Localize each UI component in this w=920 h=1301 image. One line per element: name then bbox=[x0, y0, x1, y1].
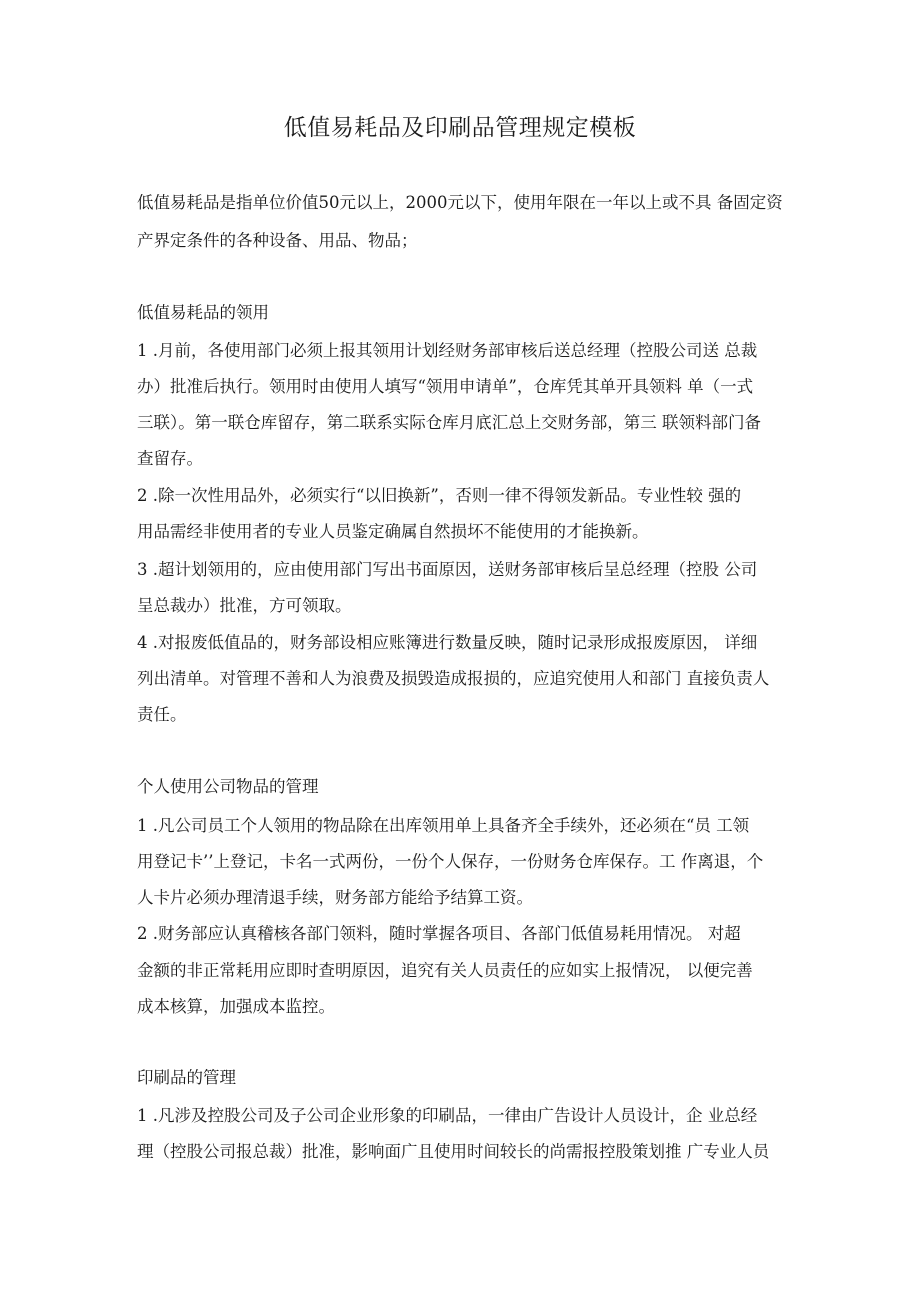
body-line: 三联）。第一联仓库留存，第二联系实际仓库月底汇总上交财务部，第三 联领料部门备 bbox=[137, 413, 761, 432]
body-line: 列出清单。对管理不善和人为浪费及损毁造成报损的，应追究使用人和部门 直接负责人 bbox=[137, 669, 770, 688]
body-line: 2 .财务部应认真稽核各部门领料，随时掌握各项目、各部门低值易耗用情况。 对超 bbox=[137, 924, 741, 943]
body-line: 金额的非正常耗用应即时查明原因，追究有关人员责任的应如实上报情况， 以便完善 bbox=[137, 961, 753, 980]
body-line: 2 .除一次性用品外，必须实行“以旧换新”，否则一律不得领发新品。专业性较 强的 bbox=[137, 486, 742, 505]
body-line: 办）批准后执行。领用时由使用人填写“领用申请单”，仓库凭其单开具领料 单（一式 bbox=[137, 377, 754, 396]
section-heading: 低值易耗品的领用 bbox=[137, 303, 269, 322]
body-line: 1 .凡公司员工个人领用的物品除在出库领用单上具备齐全手续外，还必须在“员 工领 bbox=[137, 816, 750, 835]
section-heading: 个人使用公司物品的管理 bbox=[137, 777, 319, 796]
body-line: 用登记卡’’上登记，卡名一式两份，一份个人保存，一份财务仓库保存。工 作离退，个 bbox=[137, 852, 764, 871]
intro-line: 低值易耗品是指单位价值50元以上，2000元以下，使用年限在一年以上或不具 备固定资 bbox=[137, 193, 783, 212]
page-title: 低值易耗品及印刷品管理规定模板 bbox=[283, 115, 637, 141]
body-line: 用品需经非使用者的专业人员鉴定确属自然损坏不能使用的才能换新。 bbox=[137, 522, 649, 541]
body-line: 1 .月前，各使用部门必须上报其领用计划经财务部审核后送总经理（控股公司送 总裁 bbox=[137, 341, 758, 360]
body-line: 成本核算，加强成本监控。 bbox=[137, 997, 335, 1016]
body-line: 理（控股公司报总裁）批准，影响面广且使用时间较长的尚需报控股策划推 广专业人员 bbox=[137, 1142, 770, 1161]
intro-line: 产界定条件的各种设备、用品、物品； bbox=[137, 231, 418, 250]
body-line: 人卡片必须办理清退手续，财务部方能给予结算工资。 bbox=[137, 888, 533, 907]
body-line: 3 .超计划领用的，应由使用部门写出书面原因，送财务部审核后呈总经理（控股 公司 bbox=[137, 560, 758, 579]
body-line: 4 .对报废低值品的，财务部设相应账簿进行数量反映，随时记录形成报废原因， 详细 bbox=[137, 633, 758, 652]
section-heading: 印刷品的管理 bbox=[137, 1068, 236, 1087]
body-line: 查留存。 bbox=[137, 449, 203, 468]
body-line: 责任。 bbox=[137, 705, 187, 724]
body-line: 呈总裁办）批准，方可领取。 bbox=[137, 596, 352, 615]
body-line: 1 .凡涉及控股公司及子公司企业形象的印刷品，一律由广告设计人员设计，企 业总经 bbox=[137, 1106, 758, 1125]
